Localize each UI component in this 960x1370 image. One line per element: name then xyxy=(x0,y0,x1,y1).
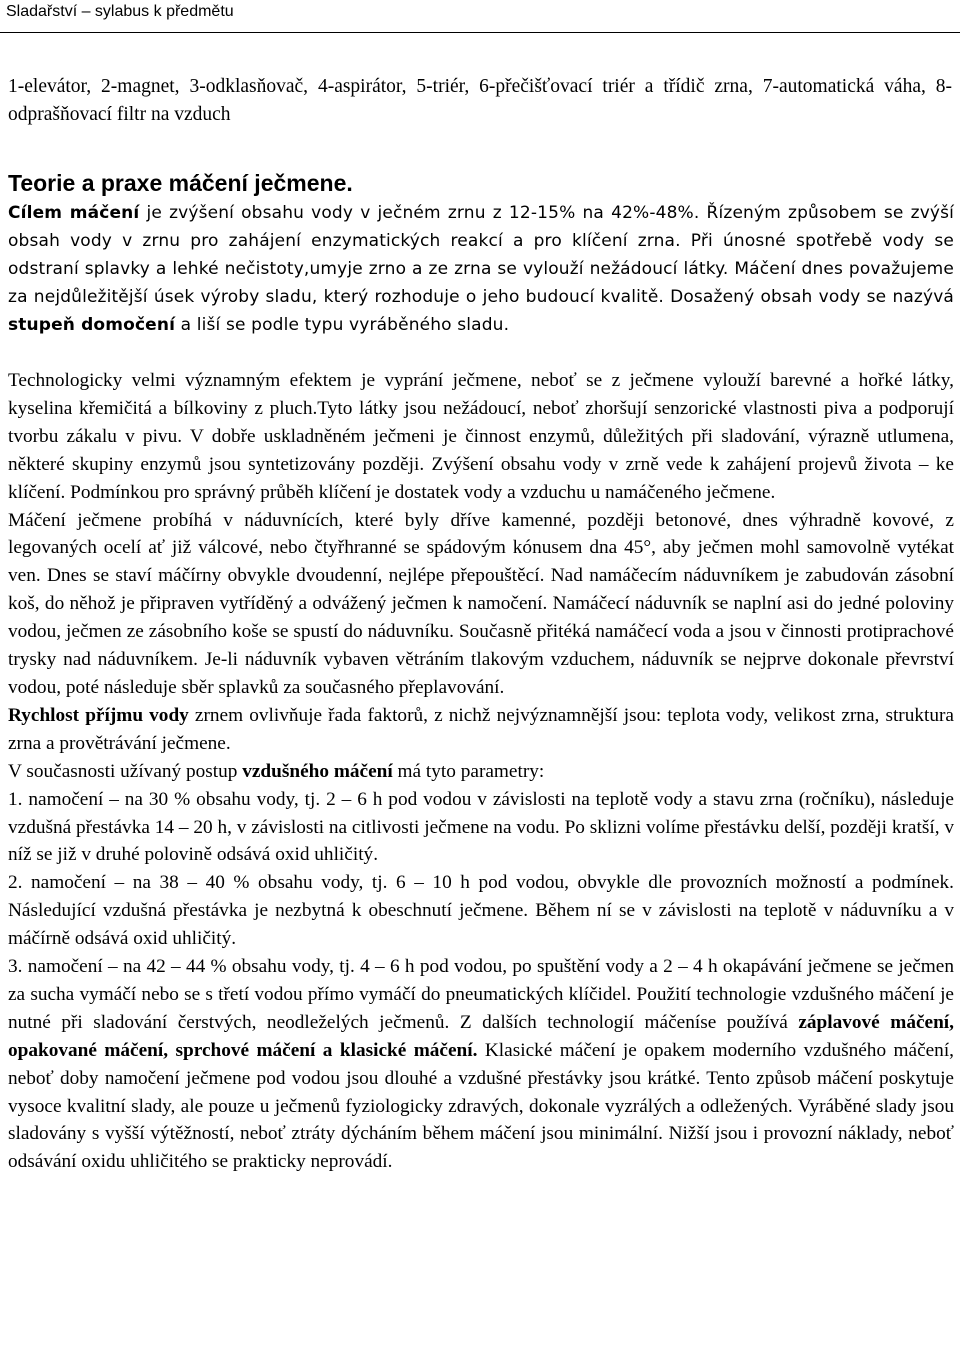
figure-caption: 1-elevátor, 2-magnet, 3-odklasňovač, 4-aspirátor, 5-triér, 6-přečišťovací triér a třídič zrna, 7-automatická váha, 8-odprašňovací filtr na vzduch xyxy=(8,76,952,125)
page-header xyxy=(6,2,954,32)
term-steeping-methods: záplavové máčení, opakované máčení, sprchové máčení a klasické máčení. xyxy=(8,1011,954,1061)
paragraph-air-steeping: V současnosti užívaný postup vzdušného máčení má tyto parametry: xyxy=(8,760,545,782)
lead-term-steep-degree: stupeň domočení xyxy=(8,315,176,335)
header-divider xyxy=(0,32,960,33)
paragraph-water-uptake: Rychlost příjmu vody zrnem ovlivňuje řada faktorů, z nichž nejvýznamnější jsou: teplota vody, velikost zrna, struktura zrna a provětrávání ječmene. xyxy=(8,704,954,754)
lead-paragraph xyxy=(8,199,954,339)
step-3: 3. namočení – na 42 – 44 % obsahu vody, tj. 4 – 6 h pod vodou, po spuštění vody a 2 – 4 h okapávání ječmene se ječmen za sucha vymáčí nebo se s třetí vodou přímo vymáčí do pneumatických klíčidel. Použití technologie vzdušného máčení je nutné při sladování čerstvých, neodleželých ječmenů. Z dalších technologií máčeníse používá záplavové máčení, opakované máčení, sprchové máčení a klasické máčení. Klasické máčení je opakem moderního vzdušného máčení, neboť doby namočení ječmene pod vodou jsou dlouhé a vzdušné přestávky jsou krátké. Tento způsob máčení poskytuje vysoce kvalitní slady, ale pouze u ječmenů fyziologicky zdravých, dokonale vyzrálých a odležených. Vyráběné slady jsou sladovány s vyšší výtěžností, neboť ztráty dýcháním během máčení jsou minimální. Nižší jsou i provozní náklady, neboť odsávání oxidu uhličitého se prakticky neprovádí. xyxy=(8,956,954,1173)
section-heading: Teorie a praxe máčení ječmene. xyxy=(8,170,353,196)
lead-text: je zvýšení obsahu vody v ječném zrnu z 12-15% na 42%-48%. Řízeným způsobem se zvýší obsah vody v zrnu pro zahájení enzymatických reakcí a pro klíčení zrna. Při únosné spotřebě vody se odstraní splavky a lehké nečistoty,umyje zrno a ze zrna se vylouží nežádoucí látky. Máčení dnes považujeme za nejdůležitější úsek výroby sladu, který rozhoduje o jeho budoucí kvalitě. Dosažený obsah vody se nazývá xyxy=(8,203,954,307)
paragraph-steeping-vessels: Máčení ječmene probíhá v náduvnících, které byly dříve kamenné, později betonové, dnes výhradně kovové, z legovaných ocelí ať již válcové, nebo čtyřhranné se spádovým kónusem dna 45°, aby ječmen mohl samovolně vytékat ven. Dnes se staví máčírny obvykle dvoudenní, nejlépe přepouštěcí. Nad namáčecím náduvníkem je zabudován zásobní koš, do něhož je připraven vytříděný a odvážený ječmen k namočení. Namáčecí náduvník se naplní asi do jedné poloviny vodou, ječmen ze zásobního koše se spustí do náduvníku. Současně přitéká namáčecí voda a jsou v činnosti protiprachové trysky nad náduvníkem. Je-li náduvník vybaven větráním tlakovým vzduchem, náduvník se nejprve dokonale převrství vodou, poté následuje sběr splavků za současného přeplavování. xyxy=(8,509,954,698)
term-air-steeping: vzdušného máčení xyxy=(242,760,393,782)
step-1: 1. namočení – na 30 % obsahu vody, tj. 2 – 6 h pod vodou v závislosti na teplotě vody a stavu zrna (ročníku), následuje vzdušná přestávka 14 – 20 h, v závislosti na citlivosti ječmene na vodu. Po sklizni volíme přestávku delší, později kratší, v níž se již v druhé polovině odsává oxid uhličitý. xyxy=(8,788,954,866)
header-title: Sladařství – sylabus k předmětu xyxy=(6,3,234,20)
body-text xyxy=(8,367,954,1176)
paragraph-washing: Technologicky velmi významným efektem je vyprání ječmene, neboť se z ječmene vylouží barevné a hořké látky, kyselina křemičitá a bílkoviny z pluch.Tyto látky jsou nežádoucí, neboť zhoršují senzorické vlastnosti piva a podporují tvorbu zákalu v pivu. V dobře uskladněném ječmeni je činnost enzymů, důležitých při sladování, výrazně utlumena, některé skupiny enzymů jsou syntetizovány později. Zvýšení obsahu vody v zrně vede k zahájení projevů života – ke klíčení. Podmínkou pro správný průběh klíčení je dostatek vody a vzduchu u namáčeného ječmene. xyxy=(8,370,954,503)
lead-tail: a liší se podle typu vyráběného sladu. xyxy=(175,315,510,335)
term-water-uptake-rate: Rychlost příjmu vody xyxy=(8,704,189,726)
lead-term-goal: Cílem máčení xyxy=(8,203,140,223)
step-2: 2. namočení – na 38 – 40 % obsahu vody, tj. 6 – 10 h pod vodou, obvykle dle provozních možností a podmínek. Následující vzdušná přestávka je nezbytná k obeschnutí ječmene. Během ní se v závislosti na teplotě v náduvníku a v máčírně odsává oxid uhličitý. xyxy=(8,872,954,950)
